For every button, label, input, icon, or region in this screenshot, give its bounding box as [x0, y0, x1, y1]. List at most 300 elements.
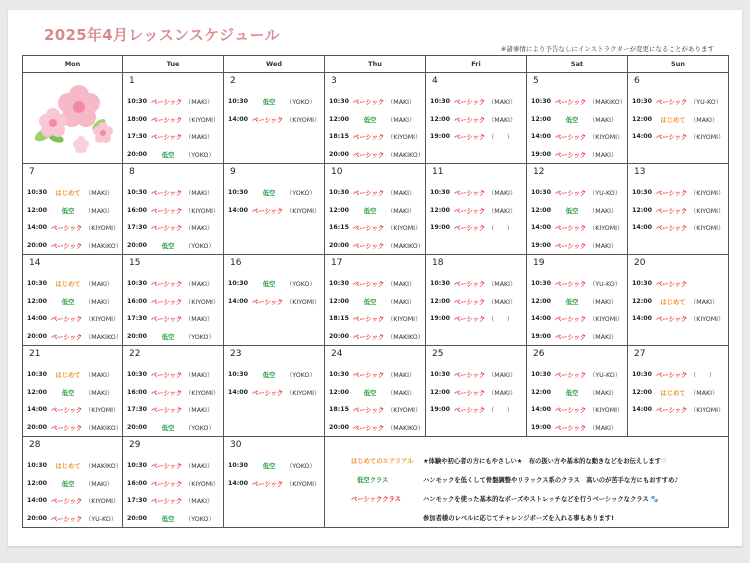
- lesson-entry: [527, 384, 627, 402]
- lesson-class: はじめて: [660, 389, 686, 397]
- lesson-class: 低空: [161, 515, 175, 523]
- lesson-entry: [325, 184, 425, 202]
- lesson-entry: [527, 237, 627, 255]
- lesson-class: ベーシック: [555, 134, 587, 142]
- lesson-class: ベーシック: [656, 99, 688, 107]
- lesson-time: 14:00: [27, 315, 48, 323]
- calendar-day-cell: [23, 164, 123, 255]
- lesson-instructor: （MAKIKO）: [387, 424, 425, 432]
- lesson-instructor: （MAKI）: [387, 281, 416, 289]
- legend-class-name: はじめてのエアリアル: [351, 458, 414, 465]
- lesson-entry: [224, 366, 324, 384]
- lesson-time: 20:00: [27, 332, 48, 340]
- lesson-class: ベーシック: [353, 190, 385, 198]
- calendar-day-cell: [123, 346, 224, 437]
- lesson-entry: [426, 310, 526, 328]
- lesson-instructor: （MAKI）: [85, 281, 114, 289]
- weekday-header: Wed: [224, 56, 325, 73]
- lesson-entry: [123, 384, 223, 402]
- lesson-time: 20:00: [27, 241, 48, 249]
- lesson-class: はじめて: [55, 190, 81, 198]
- lesson-entry: [527, 202, 627, 220]
- lesson-time: 10:30: [228, 98, 249, 106]
- lesson-time: 10:30: [27, 189, 48, 197]
- lesson-time: 12:00: [329, 115, 350, 123]
- calendar-day-cell: [123, 164, 224, 255]
- lesson-class: ベーシック: [353, 333, 385, 341]
- lesson-time: 14:00: [531, 315, 552, 323]
- lesson-time: 14:00: [632, 406, 653, 414]
- lesson-entry: [628, 401, 728, 419]
- lesson-entry: [426, 128, 526, 146]
- lesson-time: 10:30: [127, 371, 148, 379]
- lesson-time: 19:00: [430, 315, 451, 323]
- lesson-instructor: （MAKI）: [185, 498, 214, 506]
- lesson-entry: [426, 219, 526, 237]
- lesson-time: 10:30: [430, 98, 451, 106]
- lesson-class: ベーシック: [252, 480, 284, 488]
- lesson-entry: [224, 93, 324, 111]
- lesson-instructor: （MAKI）: [185, 134, 214, 142]
- lesson-class: ベーシック: [151, 480, 183, 488]
- lesson-instructor: （MAKIKO）: [387, 333, 425, 341]
- lesson-instructor: （MAKIKO）: [84, 242, 122, 250]
- lesson-class: ベーシック: [51, 498, 83, 506]
- lesson-entry: [628, 293, 728, 311]
- lesson-class: ベーシック: [555, 407, 587, 415]
- lesson-time: 12:00: [531, 297, 552, 305]
- lesson-instructor: （KIYOMI）: [387, 316, 422, 324]
- lesson-entry: [527, 93, 627, 111]
- lesson-class: ベーシック: [656, 225, 688, 233]
- lesson-instructor: （KIYOMI）: [387, 407, 422, 415]
- lesson-instructor: （ ）: [488, 134, 514, 142]
- lesson-entry: [123, 111, 223, 129]
- lesson-class: ベーシック: [353, 316, 385, 324]
- lesson-instructor: （MAKI）: [488, 190, 517, 198]
- lesson-instructor: （YOKO）: [286, 99, 316, 107]
- lesson-class: はじめて: [660, 116, 686, 124]
- calendar-day-cell: [628, 255, 729, 346]
- lesson-instructor: （YOKO）: [286, 463, 316, 471]
- lesson-class: ベーシック: [51, 515, 83, 523]
- day-number: 19: [533, 258, 545, 268]
- weekday-header: Mon: [23, 56, 123, 73]
- lesson-instructor: （KIYOMI）: [185, 298, 220, 306]
- lesson-entry: [426, 93, 526, 111]
- lesson-entry: [123, 492, 223, 510]
- calendar-day-cell: [527, 346, 628, 437]
- lesson-instructor: （MAKI）: [589, 333, 618, 341]
- calendar-day-cell: [325, 346, 426, 437]
- lesson-instructor: （MAKIKO）: [387, 242, 425, 250]
- lesson-entry: [224, 111, 324, 129]
- lesson-entry: [23, 219, 122, 237]
- lesson-instructor: （KIYOMI）: [286, 298, 321, 306]
- week-row: [23, 437, 729, 528]
- lesson-instructor: （ ）: [488, 407, 514, 415]
- day-number: 27: [634, 349, 646, 359]
- lesson-class: 低空: [363, 116, 377, 124]
- lesson-instructor: （MAKI）: [387, 372, 416, 380]
- lesson-class: 低空: [262, 190, 276, 198]
- lesson-time: 17:30: [127, 133, 148, 141]
- lesson-time: 17:30: [127, 315, 148, 323]
- lesson-instructor: （ ）: [488, 316, 514, 324]
- week-row: [23, 255, 729, 346]
- lesson-entry: [325, 202, 425, 220]
- day-number: 4: [432, 76, 438, 86]
- lesson-time: 14:00: [228, 115, 249, 123]
- lesson-instructor: （MAKI）: [185, 316, 214, 324]
- lesson-entry: [527, 401, 627, 419]
- day-number: 24: [331, 349, 343, 359]
- lesson-time: 19:00: [531, 423, 552, 431]
- lesson-time: 10:30: [329, 189, 350, 197]
- lesson-entry: [527, 310, 627, 328]
- lesson-class: ベーシック: [51, 407, 83, 415]
- lesson-instructor: （MAKI）: [690, 116, 719, 124]
- lesson-instructor: （MAKI）: [185, 225, 214, 233]
- lesson-instructor: （KIYOMI）: [690, 316, 725, 324]
- lesson-entry: [23, 492, 122, 510]
- day-number: 12: [533, 167, 545, 177]
- lesson-entry: [628, 93, 728, 111]
- lesson-instructor: （MAKI）: [488, 298, 517, 306]
- lesson-entry: [224, 293, 324, 311]
- lesson-class: はじめて: [660, 298, 686, 306]
- lesson-time: 12:00: [27, 388, 48, 396]
- page-title: 2025年4月レッスンスケジュール: [44, 26, 280, 44]
- weekday-header-sat: Sat: [527, 56, 628, 73]
- lesson-instructor: （MAKIKO）: [84, 333, 122, 341]
- lesson-entry: [628, 275, 728, 293]
- lesson-entry: [123, 275, 223, 293]
- lesson-time: 12:00: [531, 388, 552, 396]
- lesson-class: 低空: [262, 281, 276, 289]
- lesson-instructor: （KIYOMI）: [387, 225, 422, 233]
- day-number: 21: [29, 349, 41, 359]
- lesson-instructor: （KIYOMI）: [85, 225, 120, 233]
- lesson-instructor: （MAKIKO）: [84, 463, 122, 471]
- lesson-instructor: （MAKIKO）: [387, 151, 425, 159]
- lesson-time: 16:15: [329, 224, 350, 232]
- lesson-time: 12:00: [430, 297, 451, 305]
- lesson-time: 20:00: [127, 423, 148, 431]
- calendar-day-cell: [23, 437, 123, 528]
- lesson-time: 20:00: [329, 241, 350, 249]
- lesson-instructor: （YU-KO）: [589, 190, 622, 198]
- lesson-instructor: （MAKI）: [387, 389, 416, 397]
- lesson-entry: [426, 293, 526, 311]
- lesson-class: ベーシック: [151, 407, 183, 415]
- day-number: 23: [230, 349, 242, 359]
- lesson-entry: [325, 384, 425, 402]
- lesson-time: 19:00: [531, 241, 552, 249]
- lesson-entry: [426, 384, 526, 402]
- week-row: [23, 73, 729, 164]
- lesson-class: 低空: [363, 207, 377, 215]
- lesson-instructor: （MAKI）: [488, 372, 517, 380]
- lesson-entry: [325, 111, 425, 129]
- lesson-instructor: （MAKI）: [488, 99, 517, 107]
- lesson-time: 16:00: [127, 206, 148, 214]
- lesson-class: ベーシック: [454, 316, 486, 324]
- lesson-time: 14:00: [228, 206, 249, 214]
- lesson-time: 12:00: [632, 115, 653, 123]
- cherry-blossom-icon: [23, 73, 122, 158]
- lesson-time: 12:00: [632, 206, 653, 214]
- calendar-day-cell: [426, 164, 527, 255]
- lesson-entry: [628, 366, 728, 384]
- lesson-entry: [123, 93, 223, 111]
- day-number: 17: [331, 258, 343, 268]
- lesson-entry: [23, 237, 122, 255]
- lesson-time: 10:30: [531, 371, 552, 379]
- lesson-instructor: （MAKI）: [185, 281, 214, 289]
- calendar-day-cell: [224, 437, 325, 528]
- calendar-day-cell: [123, 73, 224, 164]
- lesson-instructor: （MAKI）: [589, 424, 618, 432]
- lesson-class: 低空: [61, 207, 75, 215]
- day-number: 26: [533, 349, 545, 359]
- calendar-day-cell: [527, 73, 628, 164]
- lesson-class: ベーシック: [252, 207, 284, 215]
- lesson-class: 低空: [262, 372, 276, 380]
- lesson-class: ベーシック: [555, 190, 587, 198]
- lesson-instructor: （YOKO）: [286, 190, 316, 198]
- lesson-instructor: （KIYOMI）: [589, 316, 624, 324]
- lesson-class: ベーシック: [555, 372, 587, 380]
- lesson-time: 12:00: [430, 388, 451, 396]
- lesson-instructor: （KIYOMI）: [286, 480, 321, 488]
- weekday-header-sun: Sun: [628, 56, 729, 73]
- lesson-entry: [23, 275, 122, 293]
- lesson-entry: [325, 310, 425, 328]
- lesson-class: ベーシック: [353, 134, 385, 142]
- lesson-time: 14:00: [228, 297, 249, 305]
- lesson-entry: [123, 475, 223, 493]
- lesson-entry: [527, 111, 627, 129]
- lesson-instructor: （MAKI）: [488, 116, 517, 124]
- lesson-entry: [23, 328, 122, 346]
- lesson-entry: [123, 510, 223, 528]
- lesson-time: 16:00: [127, 388, 148, 396]
- lesson-time: 14:00: [632, 315, 653, 323]
- lesson-time: 14:00: [228, 479, 249, 487]
- lesson-entry: [23, 184, 122, 202]
- lesson-time: 10:30: [127, 189, 148, 197]
- lesson-entry: [224, 384, 324, 402]
- lesson-class: ベーシック: [555, 242, 587, 250]
- lesson-instructor: （MAKI）: [185, 190, 214, 198]
- lesson-instructor: （KIYOMI）: [690, 134, 725, 142]
- calendar-day-cell: [224, 346, 325, 437]
- legend-class-name: 低空クラス: [357, 477, 389, 484]
- lesson-entry: [224, 275, 324, 293]
- lesson-entry: [123, 419, 223, 437]
- legend-class-description: ハンモックを低くして骨盤調整やリラックス系のクラス 高いのが苦手な方にもおすすめ♪: [423, 477, 679, 484]
- calendar-day-cell: [123, 437, 224, 528]
- lesson-instructor: （MAKI）: [488, 281, 517, 289]
- lesson-time: 12:00: [632, 297, 653, 305]
- lesson-time: 17:30: [127, 497, 148, 505]
- lesson-entry: [123, 328, 223, 346]
- lesson-instructor: （YOKO）: [185, 242, 215, 250]
- lesson-entry: [23, 293, 122, 311]
- lesson-instructor: （KIYOMI）: [690, 225, 725, 233]
- lesson-time: 10:30: [632, 189, 653, 197]
- lesson-instructor: （KIYOMI）: [286, 207, 321, 215]
- calendar-day-cell: [628, 164, 729, 255]
- lesson-entry: [527, 366, 627, 384]
- lesson-entry: [123, 202, 223, 220]
- lesson-time: 10:30: [430, 189, 451, 197]
- lesson-class: ベーシック: [151, 389, 183, 397]
- lesson-instructor: （MAKI）: [85, 207, 114, 215]
- lesson-instructor: （MAKI）: [387, 190, 416, 198]
- lesson-class: 低空: [161, 424, 175, 432]
- lesson-time: 20:00: [127, 150, 148, 158]
- lesson-time: 18:15: [329, 406, 350, 414]
- lesson-class: ベーシック: [656, 372, 688, 380]
- lesson-entry: [325, 328, 425, 346]
- lesson-instructor: （MAKI）: [589, 151, 618, 159]
- lesson-instructor: （KIYOMI）: [85, 316, 120, 324]
- lesson-class: ベーシック: [454, 407, 486, 415]
- lesson-class: ベーシック: [252, 298, 284, 306]
- lesson-entry: [23, 457, 122, 475]
- lesson-instructor: （MAKI）: [85, 298, 114, 306]
- lesson-instructor: （MAKIKO）: [589, 99, 627, 107]
- lesson-time: 12:00: [531, 206, 552, 214]
- lesson-instructor: （MAKI）: [690, 298, 719, 306]
- lesson-entry: [23, 310, 122, 328]
- lesson-class: はじめて: [55, 281, 81, 289]
- lesson-class: ベーシック: [151, 134, 183, 142]
- lesson-entry: [527, 328, 627, 346]
- lesson-instructor: （ ）: [690, 372, 716, 380]
- class-legend: [325, 437, 729, 528]
- lesson-time: 10:30: [632, 98, 653, 106]
- lesson-class: ベーシック: [151, 225, 183, 233]
- lesson-time: 18:00: [127, 115, 148, 123]
- lesson-entry: [123, 310, 223, 328]
- lesson-time: 19:00: [430, 133, 451, 141]
- lesson-instructor: （YOKO）: [185, 151, 215, 159]
- lesson-class: ベーシック: [151, 372, 183, 380]
- lesson-time: 16:00: [127, 297, 148, 305]
- calendar-day-cell: [426, 255, 527, 346]
- lesson-entry: [23, 419, 122, 437]
- lesson-instructor: （MAKI）: [488, 389, 517, 397]
- lesson-time: 10:30: [531, 189, 552, 197]
- lesson-time: 19:00: [531, 332, 552, 340]
- calendar-day-cell: [628, 73, 729, 164]
- lesson-time: 10:30: [27, 462, 48, 470]
- lesson-class: 低空: [262, 463, 276, 471]
- lesson-class: ベーシック: [51, 316, 83, 324]
- calendar-day-cell: [123, 255, 224, 346]
- lesson-instructor: （MAKI）: [185, 407, 214, 415]
- lesson-entry: [23, 510, 122, 528]
- lesson-time: 12:00: [430, 206, 451, 214]
- lesson-instructor: （MAKI）: [589, 116, 618, 124]
- weekday-header: Thu: [325, 56, 426, 73]
- lesson-entry: [325, 146, 425, 164]
- lesson-class: ベーシック: [353, 281, 385, 289]
- lesson-instructor: （MAKI）: [387, 207, 416, 215]
- lesson-class: ベーシック: [555, 424, 587, 432]
- lesson-time: 10:30: [632, 280, 653, 288]
- lesson-instructor: （KIYOMI）: [589, 225, 624, 233]
- lesson-time: 19:00: [531, 150, 552, 158]
- lesson-time: 12:00: [329, 297, 350, 305]
- day-number: 14: [29, 258, 41, 268]
- lesson-instructor: （YOKO）: [286, 281, 316, 289]
- lesson-time: 10:30: [632, 371, 653, 379]
- lesson-time: 10:30: [329, 280, 350, 288]
- lesson-entry: [325, 366, 425, 384]
- calendar-day-cell: [325, 255, 426, 346]
- lesson-entry: [123, 146, 223, 164]
- lesson-time: 14:00: [632, 133, 653, 141]
- lesson-instructor: （ ）: [488, 225, 514, 233]
- lesson-class: ベーシック: [50, 333, 83, 341]
- lesson-time: 20:00: [329, 332, 350, 340]
- lesson-entry: [628, 184, 728, 202]
- day-number: 9: [230, 167, 236, 177]
- lesson-time: 14:00: [27, 224, 48, 232]
- calendar-day-cell: [23, 346, 123, 437]
- lesson-class: ベーシック: [555, 99, 587, 107]
- lesson-instructor: （KIYOMI）: [690, 407, 725, 415]
- lesson-class: ベーシック: [151, 281, 183, 289]
- lesson-instructor: （KIYOMI）: [85, 498, 120, 506]
- lesson-time: 20:00: [127, 332, 148, 340]
- lesson-entry: [426, 366, 526, 384]
- calendar-day-cell: [325, 73, 426, 164]
- lesson-entry: [224, 184, 324, 202]
- lesson-instructor: （MAKI）: [387, 116, 416, 124]
- lesson-entry: [527, 219, 627, 237]
- lesson-class: ベーシック: [555, 333, 587, 341]
- calendar-day-cell: [23, 255, 123, 346]
- lesson-time: 18:15: [329, 315, 350, 323]
- lesson-class: ベーシック: [151, 463, 183, 471]
- lesson-instructor: （YOKO）: [286, 372, 316, 380]
- weekday-header: Tue: [123, 56, 224, 73]
- lesson-time: 10:30: [228, 462, 249, 470]
- lesson-instructor: （KIYOMI）: [589, 134, 624, 142]
- lesson-entry: [123, 401, 223, 419]
- lesson-entry: [628, 310, 728, 328]
- lesson-entry: [325, 275, 425, 293]
- lesson-time: 10:30: [430, 280, 451, 288]
- lesson-class: 低空: [565, 298, 579, 306]
- lesson-instructor: （KIYOMI）: [185, 207, 220, 215]
- lesson-entry: [325, 293, 425, 311]
- calendar-cell-empty: [23, 73, 123, 164]
- calendar-day-cell: [628, 346, 729, 437]
- lesson-instructor: （MAKI）: [488, 207, 517, 215]
- lesson-time: 20:00: [127, 241, 148, 249]
- lesson-instructor: （YU-KO）: [589, 372, 622, 380]
- legend-note: 参加者様のレベルに応じてチャレンジポーズを入れる事もあります!: [423, 515, 614, 522]
- lesson-time: 14:00: [632, 224, 653, 232]
- lesson-instructor: （YU-KO）: [690, 99, 723, 107]
- lesson-class: ベーシック: [151, 498, 183, 506]
